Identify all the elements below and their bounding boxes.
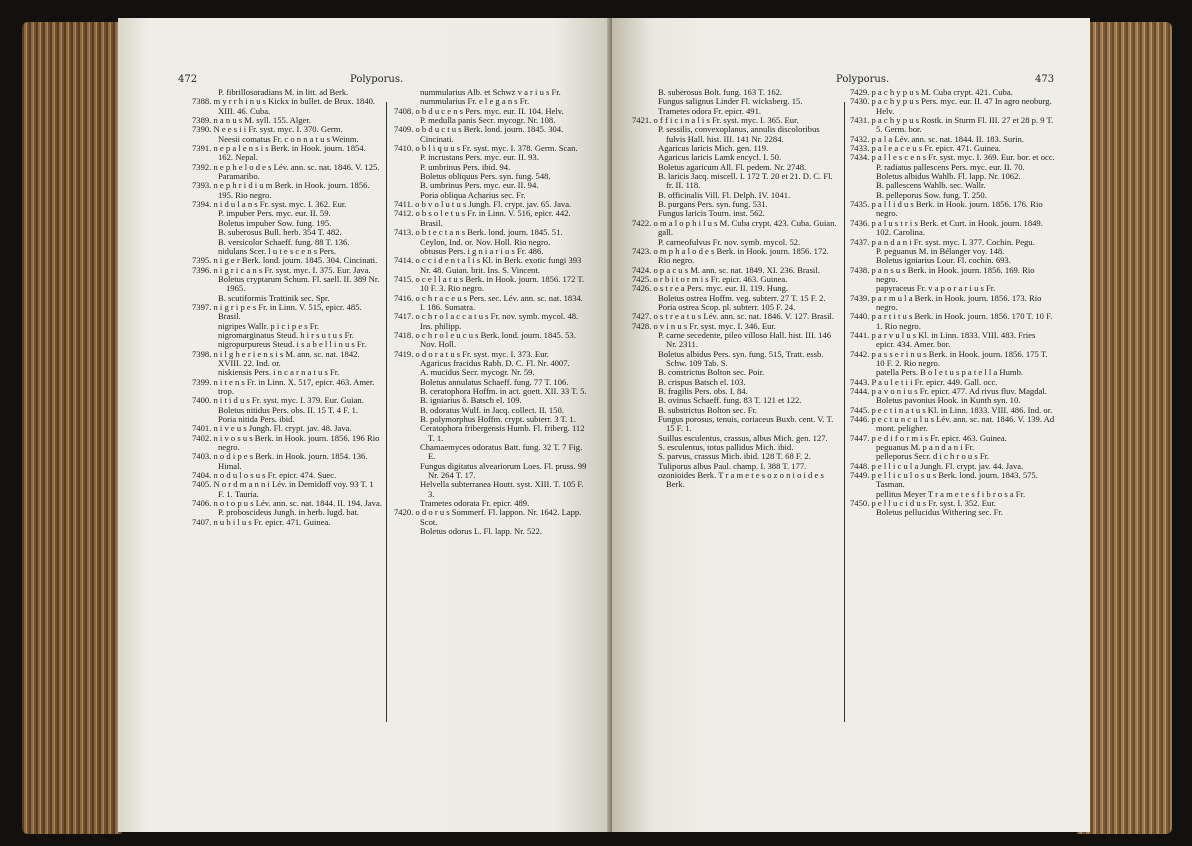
synonym-line: Tuliporus albus Paul. champ. I. 388 T. 177. <box>658 460 807 471</box>
synonym-line: nigripes Wallr. p i c i p e s Fr. <box>218 320 320 331</box>
synonym-line: pellitus Meyer T r a m e t e s f i b r o s a Fr. <box>876 488 1026 499</box>
species-entry: 7428. o v i n u s Fr. syst. myc. I. 346. Eur. <box>632 320 776 331</box>
species-entry: 7449. p e l l i c u l o s u s Berk. lond. journ. 1843. 575. Tasman. <box>850 470 1038 490</box>
right-column-1 <box>632 88 840 490</box>
synonym-line: B. umbrinus Pers. myc. eur. II. 94. <box>420 180 539 191</box>
left-page-number: 472 <box>178 74 198 85</box>
synonym-line: nidulans Scer. l u t e s c e n s Pers. <box>218 245 337 256</box>
species-entry: 7422. o m a l o p h i l u s M. Cuba crypt. 423. Cuba. Guian. gall. <box>632 217 837 238</box>
synonym-line: Suillus esculentus, crassus, albus Mich. gen. 127. <box>658 432 828 443</box>
species-entry: 7443. P a u l e t i i Fr. epicr. 449. Gall. occ. <box>850 376 998 387</box>
species-entry: 7435. p a l l i d u s Berk. in Hook. journ. 1856. 176. Rio negro. <box>850 199 1043 219</box>
species-entry: 7436. p a l u s t r i s Berk. et Curt. in Hook. journ. 1849. 102. Carolina. <box>850 217 1043 238</box>
synonym-line: Ceratophora fribergensis Humb. Fl. friberg. 112 T. 1. <box>420 423 585 443</box>
synonym-line: Boletus albidus Wahlb. Fl. lapp. Nr. 1062. <box>876 171 1021 182</box>
synonym-line: P. umbrinus Pers. ibid. 94. <box>420 161 511 172</box>
species-entry: 7399. n i t e n s Fr. in Linn. X. 517, epicr. 463. Amer. trop. <box>192 376 375 396</box>
synonym-line: B. odoratus Wulf. in Jacq. collect. II. 150. <box>420 404 564 415</box>
synonym-line: B. ceratophora Hoffm. in act. goett. XII. 33 T. 5. <box>420 386 587 396</box>
synonym-line: Fungus porosus, tenuis, coriaceus Buxb. cent. V. T. 15 F. 1. <box>658 414 834 434</box>
species-entry: 7426. o s t r e a Pers. myc. eur. II. 119. Hung. <box>632 283 789 294</box>
species-entry: 7410. o b l i q u u s Fr. syst. myc. I. 378. Germ. Scan. <box>394 143 578 154</box>
synonym-line: peguanus M. p a n d a n i Fr. <box>876 442 975 453</box>
synonym-line: Helvella subterranea Houtt. syst. XIII. T. 105 F. 3. <box>420 479 584 499</box>
synonym-line: P. fibrillosoradians M. in litt. ad Berk. <box>218 87 349 97</box>
species-entry: 7439. p a r m u l a Berk. in Hook. journ. 1856. 173. Rio negro. <box>850 292 1042 312</box>
synonym-line: P. carne secedente, pileo villoso Hall. hist. III. 146 Nr. 2311. <box>658 329 832 350</box>
species-entry: 7390. N e e s i i Fr. syst. myc. I. 370. Germ. <box>192 124 343 135</box>
species-entry: 7441. p a r v u l u s Kl. in Linn. 1833. VIII. 483. Fries epicr. 434. Amer. bor. <box>850 329 1036 350</box>
synonym-line: Boletus annulatus Schaeff. fung. 77 T. 106. <box>420 376 569 387</box>
synonym-line: Boletus pavonius Hook. in Kunth syn. 10. <box>876 395 1021 406</box>
synonym-line: B. pelleporus Sow. fung. T. 250. <box>876 189 987 200</box>
synonym-line: B. suberosus Bolt. fung. 163 T. 162. <box>658 87 783 97</box>
species-entry: 7415. o c e l l a t u s Berk. in Hook. journ. 1856. 172 T. 10 F. 3. Rio negro. <box>394 273 585 294</box>
synonym-line: B. purgans Pers. syn. fung. 531. <box>658 199 768 210</box>
synonym-line: Chamaemyces odoratus Batt. fung. 32 T. 7 Fig. E. <box>420 442 583 462</box>
synonym-line: P. carneofulvus Fr. nov. symb. mycol. 52. <box>658 236 801 247</box>
column-divider-right <box>844 102 845 722</box>
species-entry: 7395. n i g e r Berk. lond. journ. 1845. 304. Cincinati. <box>192 255 378 266</box>
synonym-line: A. mucidus Secr. mycogr. Nr. 59. <box>420 367 535 378</box>
species-entry: 7406. n o t o p u s Lév. ann. sc. nat. 1844. II. 194. Java. <box>192 498 382 509</box>
synonym-line: B. versicolor Schaeff. fung. 88 T. 136. <box>218 236 350 247</box>
synonym-line: B. ovinus Schaeff. fung. 83 T. 121 et 122. <box>658 395 802 406</box>
synonym-line: S. esculentus, totus pallidus Mich. ibid. <box>658 442 794 453</box>
synonym-line: Boletus nitidus Pers. obs. II. 15 T. 4 F. 1. <box>218 404 359 415</box>
synonym-line: Boletus agaricum All. Fl. pedem. Nr. 2748. <box>658 161 807 172</box>
species-entry: 7433. p a l e a c e u s Fr. epicr. 471. Guinea. <box>850 143 1001 154</box>
species-entry: 7412. o b s o l e t u s Fr. in Linn. V. 516, epicr. 442. Brasil. <box>394 208 571 228</box>
species-entry: 7427. o s t r e a t u s Lév. ann. sc. nat. 1846. V. 127. Brasil. <box>632 311 835 322</box>
species-entry: 7391. n e p a l e n s i s Berk. in Hook. journ. 1854. 162. Nepal. <box>192 143 366 163</box>
synonym-line: papyraceus Fr. v a p o r a r i u s Fr. <box>876 283 996 294</box>
species-entry: 7413. o b t e c t a n s Berk. lond. journ. 1845. 51. Ceylon, Ind. or. Nov. Holl. Rio negro. <box>394 227 563 247</box>
synonym-line: nigromarginatus Steud. h i r s u t u s Fr. <box>218 329 354 340</box>
species-entry: 7416. o c h r a c e u s Pers. sec. Lév. ann. sc. nat. 1834. I. 186. Sumatra. <box>394 292 583 312</box>
left-column-2 <box>394 88 590 537</box>
species-entry: 7434. p a l l e s c e n s Fr. syst. myc. I. 369. Eur. bor. et occ. <box>850 152 1055 163</box>
right-page-number: 473 <box>1035 74 1055 85</box>
synonym-line: P. peguanus M. in Bélanger voy. 148. <box>876 245 1005 256</box>
species-entry: 7437. p a n d a n i Fr. syst. myc. I. 377. Cochin. Pegu. <box>850 236 1035 247</box>
synonym-line: B. suberosus Bull. herb. 354 T. 482. <box>218 227 342 238</box>
synonym-line: S. parvus, crassus Mich. ibid. 128 T. 68 F. 2. <box>658 451 811 462</box>
column-divider-left <box>386 102 387 722</box>
species-entry: 7401. n i v e u s Jungh. Fl. crypt. jav. 48. Java. <box>192 423 352 434</box>
synonym-line: Boletus pellucidus Withering sec. Fr. <box>876 507 1003 518</box>
species-entry: 7389. n a n u s M. syll. 155. Alger. <box>192 115 311 126</box>
species-entry: 7405. N o r d m a n n i Lév. in Demidoff voy. 93 T. 1 F. 1. Tauria. <box>192 479 374 499</box>
right-column-2 <box>850 88 1056 518</box>
species-entry: 7431. p a c h y p u s Rostk. in Sturm Fl. III. 27 et 28 p. 9 T. 5. Germ. bor. <box>850 115 1054 135</box>
synonym-line: obtusus Pers. i g n i a r i u s Fr. 486. <box>420 245 544 256</box>
left-page-edges <box>22 22 122 834</box>
species-entry: 7429. p a c h y p u s M. Cuba crypt. 421. Cuba. <box>850 87 1013 97</box>
species-entry: 7448. p e l l i c u l a Jungh. Fl. crypt. jav. 44. Java. <box>850 460 1024 471</box>
species-entry: 7388. m y r r h i n u s Kickx in bullet. de Brux. 1840. XIII. 46. Cuba. <box>192 96 376 116</box>
open-book <box>22 14 1172 840</box>
synonym-line: B. scutiformis Trattinik sec. Spr. <box>218 292 330 303</box>
right-page <box>612 18 1090 832</box>
species-entry: 7432. p a l a Lév. ann. sc. nat. 1844. II. 183. Surin. <box>850 133 1024 144</box>
species-entry: 7398. n i l g h e r i e n s i s M. ann. sc. nat. 1842. XVIII. 22. Ind. or. <box>192 348 360 368</box>
species-entry: 7423. o m p h a l o d e s Berk. in Hook. journ. 1856. 172. Rio negro. <box>632 245 829 266</box>
synonym-line: B. igniarius δ. Batsch el. 109. <box>420 395 522 406</box>
species-entry: 7445. p e c t i n a t u s Kl. in Linn. 1833. VIII. 486. Ind. or. <box>850 404 1053 415</box>
synonym-line: Boletus ostrea Hoffm. veg. subterr. 27 T. 15 F. 2. <box>658 292 826 303</box>
synonym-line: B. crispus Batsch el. 103. <box>658 376 746 387</box>
synonym-line: Boletus albidus Pers. syn. fung. 515, Tratt. essb. Schw. 109 Tab. S. <box>658 348 824 368</box>
species-entry: 7411. o b v o l u t u s Jungh. Fl. crypt. jav. 65. Java. <box>394 199 572 210</box>
species-entry: 7400. n i t i d u s Fr. syst. myc. I. 379. Eur. Guian. <box>192 395 364 406</box>
synonym-line: P. incrustans Pers. myc. eur. II. 93. <box>420 152 539 163</box>
species-entry: 7421. o f f i c i n a l i s Fr. syst. myc. I. 365. Eur. <box>632 115 799 126</box>
species-entry: 7403. n o d i p e s Berk. in Hook. journ. 1854. 136. Himal. <box>192 451 368 471</box>
synonym-line: Boletus impuber Sow. fung. 195. <box>218 217 332 228</box>
species-entry: 7450. p e l l u c i d u s Fr. syst. I. 352. Eur. <box>850 498 996 509</box>
synonym-line: B. laricis Jacq. miscell. I. 172 T. 20 et 21. D. C. Fl. fr. II. 118. <box>658 171 833 191</box>
species-entry: 7392. n e p h e l o d e s Lév. ann. sc. nat. 1846. V. 125. Paramaribo. <box>192 161 380 182</box>
synonym-line: Poria nitida Pers. ibid. <box>218 414 295 425</box>
right-page-edges <box>1077 22 1172 834</box>
species-entry: 7407. n u b i l u s Fr. epicr. 471. Guinea. <box>192 516 331 527</box>
synonym-line: Fungus laricis Tourn. inst. 562. <box>658 208 765 219</box>
species-entry: 7394. n i d u l a n s Fr. syst. myc. I. 362. Eur. <box>192 199 347 210</box>
synonym-line: Boletus obliquus Pers. syn. fung. 548. <box>420 171 551 182</box>
synonym-line: P. impuber Pers. myc. eur. II. 59. <box>218 208 331 219</box>
species-entry: 7397. n i g r i p e s Fr. in Linn. V. 515, epicr. 485. Brasil. <box>192 301 362 322</box>
species-entry: 7430. p a c h y p u s Pers. myc. eur. II. 47 In agro neoburg. Helv. <box>850 96 1052 116</box>
synonym-line: Neesii comatus Fr. c o n n a t u s Weinm. <box>218 133 359 144</box>
synonym-line: B. polymorphus Hoffm. crypt. subterr. 3 T. 1. <box>420 414 576 425</box>
synonym-line: B. substrictus Bolton sec. Fr. <box>658 404 758 415</box>
species-entry: 7404. n o d u l o s u s Fr. epicr. 474. Suec. <box>192 470 337 481</box>
left-running-title: Polyporus. <box>350 74 404 85</box>
synonym-line: B. officinalis Vill. Fl. Delph. IV. 1041. <box>658 189 791 200</box>
synonym-line: patella Pers. B o l e t u s p a t e l l a Humb. <box>876 367 1024 378</box>
species-entry: 7418. o c h r o l e u c u s Berk. lond. journ. 1845. 53. Nov. Holl. <box>394 329 576 350</box>
species-entry: 7417. o c h r o l a c c a t u s Fr. nov. symb. mycol. 48. Ins. philipp. <box>394 311 579 331</box>
right-running-title: Polyporus. <box>836 74 890 85</box>
species-entry: 7420. o d o r u s Sommerf. Fl. lappon. Nr. 1642. Lapp. Scot. <box>394 507 582 527</box>
synonym-line: Agaricus laricis Mich. gen. 119. <box>658 143 769 154</box>
synonym-line: ozonioides Berk. T r a m e t e s o z o n i o i d e s Berk. <box>658 470 824 490</box>
species-entry: 7409. o b d u c t u s Berk. lond. journ. 1845. 304. Cincinati. <box>394 124 564 144</box>
synonym-line: Trametes odorata Fr. epicr. 489. <box>420 498 530 509</box>
species-entry: 7424. o p a c u s M. ann. sc. nat. 1849. XI. 236. Brasil. <box>632 264 820 275</box>
left-column-1 <box>192 88 382 527</box>
species-entry: 7447. p e d i f o r m i s Fr. epicr. 463. Guinea. <box>850 432 1007 443</box>
synonym-line: niskiensis Pers. i n c a r n a t u s Fr. <box>218 367 340 378</box>
synonym-line: nigropurpureus Steud. i s a b e l l i n u s Fr. <box>218 339 367 350</box>
species-entry: 7393. n e p h r i d i u m Berk. in Hook. journ. 1856. 195. Rio negro. <box>192 180 370 200</box>
species-entry: 7414. o c c i d e n t a l i s Kl. in Berk. exotic fungi 393 Nr. 48. Guian. brit. Ins. S. Vincent. <box>394 255 582 275</box>
synonym-line: B. constrictus Bolton sec. Poir. <box>658 367 765 378</box>
synonym-line: P. medulla panis Secr. mycogr. Nr. 108. <box>420 115 556 126</box>
synonym-line: B. fragilis Pers. obs. I. 84. <box>658 386 748 396</box>
synonym-line: P. proboscideus Jungh. in herb. lugd. bat. <box>218 507 360 518</box>
synonym-line: Poria obliqua Acharius sec. Fr. <box>420 189 526 200</box>
synonym-line: nummularius Alb. et Schwz v a r i u s Fr. <box>420 87 561 97</box>
species-entry: 7444. p a v o n i u s Fr. epicr. 477. Ad rivus fluv. Magdal. <box>850 386 1047 396</box>
synonym-line: Agaricus fracidus Rabh. D. C. Fl. Nr. 4007. <box>420 357 570 368</box>
synonym-line: Trametes odora Fr. epicr. 491. <box>658 105 762 116</box>
species-entry: 7442. p a s s e r i n u s Berk. in Hook. journ. 1856. 175 T. 10 F. 2. Rio negro. <box>850 348 1048 368</box>
synonym-line: Boletus igniarius Lour. Fl. cochin. 693. <box>876 255 1011 266</box>
synonym-line: Boletus cryptarum Schum. Fl. saell. II. 389 Nr. 1965. <box>218 273 380 294</box>
synonym-line: P. sessilis, convexoplanus, annulis discoloribus fulvis Hall. hist. III. 141 Nr. 2284. <box>658 124 820 144</box>
species-entry: 7425. o r b i t o r m i s Fr. epicr. 463. Guinea. <box>632 273 788 284</box>
species-entry: 7438. p a n s u s Berk. in Hook. journ. 1856. 169. Rio negro. <box>850 264 1035 284</box>
species-entry: 7440. p a r t i t u s Berk. in Hook. journ. 1856. 170 T. 10 F. 1. Rio negro. <box>850 311 1053 331</box>
synonym-line: nummularius Fr. e l e g a n s Fr. <box>420 96 530 107</box>
species-entry: 7396. n i g r i c a n s Fr. syst. myc. I. 375. Eur. Java. <box>192 264 371 275</box>
species-entry: 7419. o d o r a t u s Fr. syst. myc. I. 373. Eur. <box>394 348 549 359</box>
species-entry: 7408. o b d u c e n s Pers. myc. eur. II. 104. Helv. <box>394 105 564 116</box>
synonym-line: B. pallescens Wahlb. sec. Wallr. <box>876 180 986 191</box>
synonym-line: Fungus salignus Linder Fl. wicksberg. 15. <box>658 96 803 107</box>
synonym-line: Boletus odorus L. Fl. lapp. Nr. 522. <box>420 526 542 537</box>
synonym-line: Poria ostrea Scop. pl. subterr. 105 F. 24. <box>658 301 796 312</box>
synonym-line: Agaricus laricis Lamk encycl. I. 50. <box>658 152 782 163</box>
species-entry: 7446. p e c t u n c u l u s Lév. ann. sc. nat. 1846. V. 139. Ad mont. peligher. <box>850 414 1055 434</box>
left-page <box>118 18 613 832</box>
synonym-line: pelleporus Secr. d i c h r o u s Fr. <box>876 451 990 462</box>
synonym-line: Fungus digitatus alveariorum Loes. Fl. pruss. 99 Nr. 264 T. 17. <box>420 460 587 481</box>
synonym-line: P. radiatus pallescens Pers. myc. eur. II. 70. <box>876 161 1025 172</box>
species-entry: 7402. n i v o s u s Berk. in Hook. journ. 1856. 196 Rio negro. <box>192 432 380 453</box>
